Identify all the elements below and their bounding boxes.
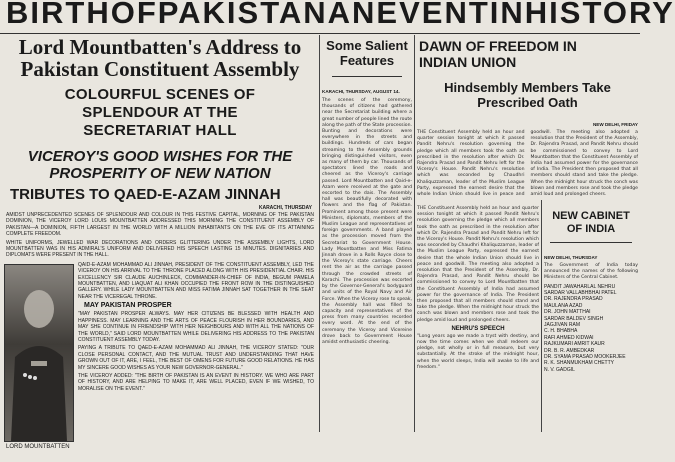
minister-list <box>544 284 638 374</box>
tributes-headline: TRIBUTES TO QAED-E-AZAM JINNAH <box>10 186 281 203</box>
list-item: N. V. GADGIL <box>544 366 575 373</box>
prosper-subhead: MAY PAKISTAN PROSPER <box>84 302 172 310</box>
story-paragraph: WHITE UNIFORMS, JEWELLED WAR DECORATIONS AND ORDERS GLITTERING UNDER THE ASSEMBLY LIGHTS, LORD MOUNTBATTEN WAS IN HIS ADMIRAL'S UNIFORM AND DELIVERED HIS SPEECH LASTING 15 MINUTES. DIGNITARIES AND DIPLOMATS WERE PRESENT IN THE HALL. <box>6 239 314 259</box>
banner-word: BIRTH <box>6 0 111 30</box>
story-body-continued: THE Constituent Assembly held an hour and quarter session tonight at which it passed Pandit Nehru's resolution governing the pledge which all members took the oath as prescribed in the resolution after which Dr. Rajendra Prasad and Pandit Nehru left for the Viceroy's House. Pandit Nehru's resolution which was seconded by Chaudhri Khaliquzzaman, leader of the Muslim League Party, expressed the earnest desire that the whole Indian Union should live in peace and goodwill. The meeting also adopted a resolution that the President of the Assembly, Dr. Rajendra Prasad, and Pandit Nehru should be commissioned to convey to Lord Mountbatten that the Constituent Assembly of India had assumed power for the governance of India. The President then proposed that all members should stand and take the pledge. When the midnight hour struck the conch was blown and members rose and took the pledge amid loud and prolonged cheers. <box>417 206 539 323</box>
list-item: PANDIT JAWAHARLAL NEHRU <box>544 283 616 290</box>
dawn-of-freedom-story <box>417 38 638 204</box>
list-item: DR. RAJENDRA PRASAD <box>544 296 603 303</box>
list-item: C. H. BHABHA <box>544 328 578 335</box>
story-headline: Lord Mountbatten's Address to Pakistan Constituent Assembly <box>18 35 302 81</box>
story-dateline: NEW DELHI, THURSDAY <box>544 255 598 260</box>
story-dateline: NEW DELHI, FRIDAY <box>592 122 638 127</box>
banner-word: OF <box>110 0 158 30</box>
front-page-banner-headline <box>0 0 675 32</box>
cabinet-intro: The Government of India today announced the names of the following Ministers of the Central Cabinet. <box>544 263 638 281</box>
list-item: MAULANA AZAD <box>544 302 583 309</box>
column-divider <box>541 200 542 432</box>
list-item: JAGJIVAN RAM <box>544 322 581 329</box>
story-body: The scenes of the ceremony, thousands of citizens had gathered near the Secretariat building where a great number of people lined the route along the path of the State procession. Bunting and decorations were everywhere in the streets and buildings. Hundreds of cars began streaming to the Assembly grounds bringing distinguished visitors, even as many of them by car. Thousands of spectators lined the roads and cheered as the Viceroy's carriage passed. Lord Mountbatten and Qaid-e-Azam were received at the gate and escorted to the dais. The Assembly hall was beautifully decorated with flowers and the flag of Pakistan. Prominent among those present were Ministers, diplomats, members of the Muslim League and representatives of foreign governments. A band played as the procession moved from the Secretariat to Government House. Lady Mountbatten and Miss Fatima Jinnah drove in a Rolls Royce close to the Viceroy's state carriage. Cheers rent the air as the carriage passed through the crowded streets of Karachi. The procession was escorted by the Governor-General's bodyguard and units of the Royal Navy and Air Force. When the Viceroy rose to speak, the Assembly hall was filled to capacity and representatives of the press from many countries recorded every word. At the end of the ceremony the Viceroy and Vicereine drove back to Government House amidst enthusiastic cheering. <box>322 98 412 345</box>
banner-word: AN <box>327 0 377 30</box>
salient-features-story <box>322 38 412 432</box>
story-lead-paragraph: AMIDST UNPRECEDENTED SCENES OF SPLENDOUR AND COLOUR IN THIS FESTIVE CAPITAL, MORNING OF THE PAKISTAN DOMINION, THE VICEROY LORD LOUIS MOUNTBATTEN ADDRESSED THIS MORNING THE CONSTITUENT ASSEMBLY OF PAKISTAN—A DOMINION, FIFTH LARGEST IN THE WORLD WITH A MILLION INHABITANTS ON THE EVE OF ITS ATTAINING COMPLETE FREEDOM. <box>6 212 314 238</box>
list-item: DR. JOHN MATTHAI <box>544 309 591 316</box>
headline-rule <box>550 242 632 243</box>
banner-word: PAKISTAN <box>157 0 328 30</box>
list-item: DR. B. R. AMBEDKAR <box>544 347 595 354</box>
story-headline: DAWN OF FREEDOM IN INDIAN UNION <box>419 38 577 70</box>
story-paragraph: QAID-E-AZAM MOHAMMAD ALI JINNAH, PRESIDENT OF THE CONSTITUENT ASSEMBLY, LED THE VICEROY ON HIS ARRIVAL TO THE THRONE PLACED ALONG WITH HIS PRESIDENTIAL CHAIR. HIS EXCELLENCY SIR CLAUDE AUCHINLECK, COMMANDER-IN-CHIEF OF INDIA, BEGUM PAMELA MOUNTBATTEN, AND LIAQUAT ALI KHAN OCCUPIED THE FRONT ROW IN THE DISTINGUISHED GALLERY. WHILE LADY MOUNTBATTEN AND MISS FATIMA JINNAH SAT TOGETHER IN THE SEAT NEAR THE VICEREGAL THRONE. <box>78 261 314 300</box>
story-subhead: Hindsembly Members Take Prescribed Oath <box>444 80 611 110</box>
column-divider <box>414 35 415 432</box>
story-paragraph: "MAY PAKISTAN PROSPER ALWAYS. MAY HER CITIZENS BE BLESSED WITH HEALTH AND HAPPINESS. MAY LEARNING AND THE ARTS OF PEACE FLOURISH IN HER BOUNDARIES, AND MAY SHE CONTINUE IN FRIENDSHIP WITH HER NEIGHBOURS AND WITH ALL THE NATIONS OF THE WORLD," SAID LORD MOUNTBATTEN WHILE DELIVERING HIS ADDRESS TO THE PAKISTAN CONSTITUENT ASSEMBLY TODAY. <box>78 311 314 343</box>
banner-word: EVENT <box>376 0 490 30</box>
story-dateline: KARACHI, THURSDAY, AUGUST 14. <box>322 89 400 94</box>
list-item: SARDAR BALDEV SINGH <box>544 315 604 322</box>
nehru-speech-text: "Long years ago we made a tryst with destiny, and now the time comes when we shall redeem our pledge, not wholly or in full measure, but very substantially. At the stroke of the midnight hour, when the world sleeps, India will awake to life and freedom." <box>417 333 539 370</box>
list-item: RAJKUMARI AMRIT KAUR <box>544 341 605 348</box>
cabinet-headline: NEW CABINET OF INDIA <box>552 210 630 235</box>
headline-rule <box>332 76 402 77</box>
list-item: SARDAR VALLABHBHAI PATEL <box>544 290 617 297</box>
banner-word: HISTORY <box>524 0 675 30</box>
banner-word: IN <box>489 0 525 30</box>
list-item: R. K. SHANMUKHAM CHETTY <box>544 360 615 367</box>
story-subhead: VICEROY'S GOOD WISHES FOR THE PROSPERITY OF NEW NATION <box>27 148 293 182</box>
story-paragraph: PAYING A TRIBUTE TO QAED-E-AZAM MOHAMMAD ALI JINNAH, THE VICEROY STATED: "OUR CLOSE PERSONAL CONTACT, AND THE MUTUAL TRUST AND UNDERSTANDING THAT HAVE GROWN OUT OF IT, ARE, I FEEL, THE BEST OF OMENS FOR FUTURE GOOD RELATIONS. HE HAS MY SINCERE GOOD WISHES AS YOUR NEW GOVERNOR-GENERAL." <box>78 345 314 371</box>
mountbatten-photo <box>4 264 74 442</box>
nehru-speech-subhead: NEHRU'S SPEECH <box>451 325 505 332</box>
story-dateline: KARACHI, THURSDAY <box>258 205 312 211</box>
new-cabinet-story <box>544 206 638 432</box>
story-body: THE Constituent Assembly held an hour and quarter session tonight at which it passed Pandit Nehru's resolution governing the pledge which all members took the oath as prescribed in the resolution after which Dr. Rajendra Prasad and Pandit Nehru left for the Viceroy's House. Pandit Nehru's resolution which was seconded by Chaudhri Khaliquzzaman, leader of the Muslim League Party, expressed the earnest desire that the whole Indian Union should live in peace and goodwill. The meeting also adopted a resolution that the President of the Assembly, Dr. Rajendra Prasad, and Pandit Nehru should be commissioned to convey to Lord Mountbatten that the Constituent Assembly of India had assumed power for the governance of India. The President then proposed that all members should stand and take the pledge. When the midnight hour struck the conch was blown and members rose and took the pledge amid loud and prolonged cheers. <box>417 130 638 198</box>
story-paragraph: THE VICEROY ADDED: "THE BIRTH OF PAKISTAN IS AN EVENT IN HISTORY. WE WHO ARE PART OF HISTORY, AND ARE HELPING TO MAKE IT, ARE WELL PLACED, EVEN IF WE WISHED, TO MORALISE ON THE EVENT." <box>78 372 314 392</box>
portrait-illustration <box>5 265 73 441</box>
column-divider <box>319 35 320 432</box>
nehru-speech-column <box>417 206 539 432</box>
mountbatten-story <box>4 35 316 450</box>
photo-caption: LORD MOUNTBATTEN <box>6 443 70 450</box>
list-item: RAFI AHMED KIDWAI <box>544 334 594 341</box>
banner-rule <box>0 33 640 34</box>
story-headline: Some Salient Features <box>326 38 408 68</box>
story-kicker: COLOURFUL SCENES OF SPLENDOUR AT THE SECRETARIAT HALL <box>64 86 256 139</box>
list-item: DR. SYAMA PRASAD MOOKERJEE <box>544 354 626 361</box>
